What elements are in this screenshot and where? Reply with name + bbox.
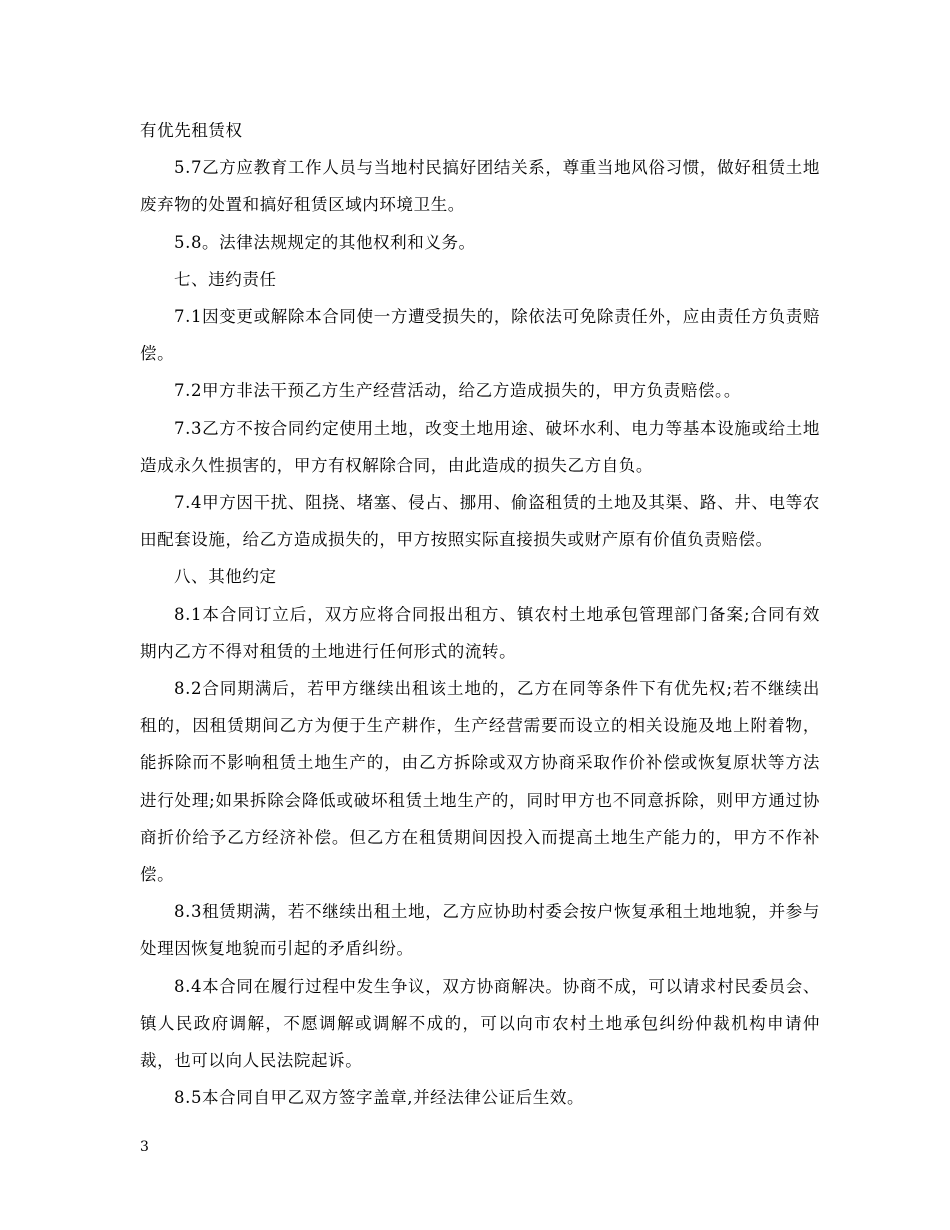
- paragraph-13: 8.4本合同在履行过程中发生争议，双方协商解决。协商不成，可以请求村民委员会、镇人民政府调解，不愿调解或调解不成的，可以向市农村土地承包纠纷仲裁机构申请仲裁，也可以向人民法院起诉。: [140, 976, 820, 1071]
- paragraph-6: 7.2甲方非法干预乙方生产经营活动，给乙方造成损失的，甲方负责赔偿。。: [174, 381, 741, 401]
- section-heading-breach: 七、违约责任: [174, 269, 277, 289]
- page-number: 3: [140, 1139, 149, 1155]
- paragraph-10: 8.1本合同订立后，双方应将合同报出租方、镇农村土地承包管理部门备案;合同有效期内乙方不得对租赁的土地进行任何形式的流转。: [140, 604, 820, 661]
- paragraph-2: 5.7乙方应教育工作人员与当地村民搞好团结关系，尊重当地风俗习惯，做好租赁土地废弃物的处置和搞好租赁区域内环境卫生。: [140, 158, 820, 215]
- paragraph-8: 7.4甲方因干扰、阻挠、堵塞、侵占、挪用、偷盗租赁的土地及其渠、路、井、电等农田配套设施，给乙方造成损失的，甲方按照实际直接损失或财产原有价值负责赔偿。: [140, 493, 820, 550]
- paragraph-11: 8.2合同期满后，若甲方继续出租该土地的，乙方在同等条件下有优先权;若不继续出租的，因租赁期间乙方为便于生产耕作，生产经营需要而设立的相关设施及地上附着物，能拆除而不影响租赁土地生产的，由乙方拆除或双方协商采取作价补偿或恢复原状等方法进行处理;如果拆除会降低或破坏租赁土地生产的，同时甲方也不同意拆除，则甲方通过协商折价给予乙方经济补偿。但乙方在租赁期间因投入而提高土地生产能力的，甲方不作补偿。: [140, 679, 820, 885]
- paragraph-7: 7.3乙方不按合同约定使用土地，改变土地用途、破坏水利、电力等基本设施或给土地造成永久性损害的，甲方有权解除合同，由此造成的损失乙方自负。: [140, 418, 820, 475]
- paragraph-12: 8.3租赁期满，若不继续出租土地，乙方应协助村委会按户恢复承租土地地貌，并参与处理因恢复地貌而引起的矛盾纠纷。: [140, 902, 820, 959]
- section-heading-other: 八、其他约定: [174, 567, 277, 587]
- paragraph-5: 7.1因变更或解除本合同使一方遭受损失的，除依法可免除责任外，应由责任方负责赔偿。: [140, 307, 820, 364]
- paragraph-3: 5.8。法律法规规定的其他权利和义务。: [174, 232, 476, 252]
- document-body: [140, 112, 820, 1116]
- paragraph-1: 有优先租赁权: [140, 121, 243, 140]
- paragraph-14: 8.5本合同自甲乙双方签字盖章,并经法律公证后生效。: [174, 1088, 585, 1108]
